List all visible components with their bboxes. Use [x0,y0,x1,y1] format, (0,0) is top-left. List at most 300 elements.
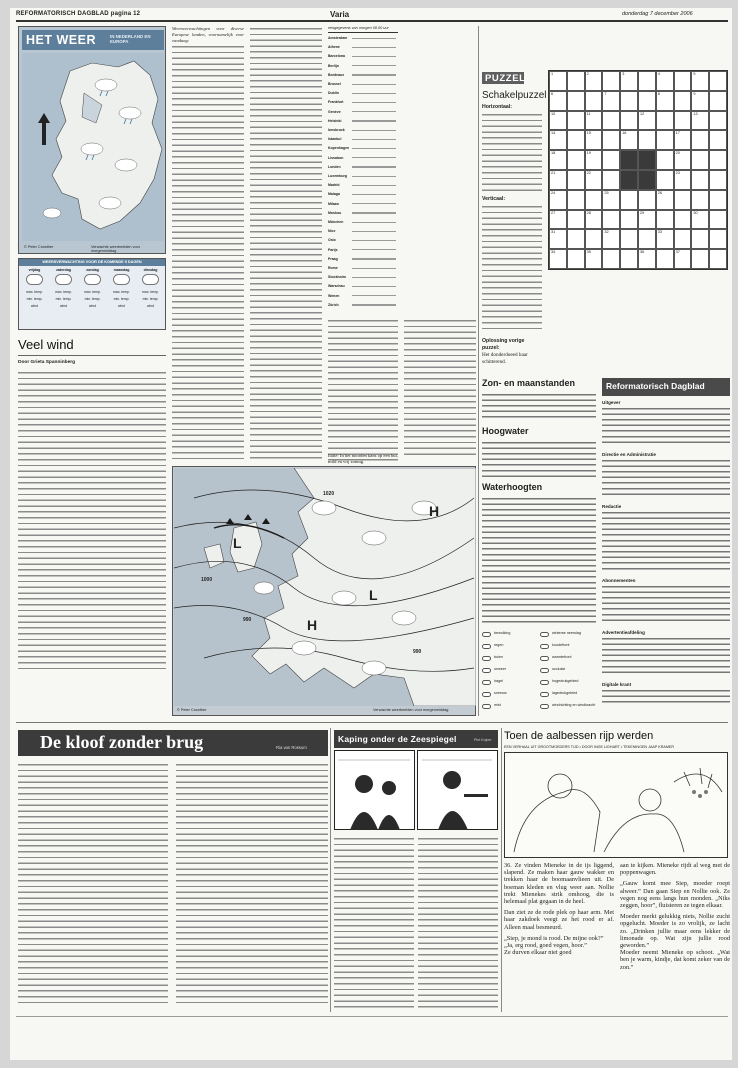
travel-values [352,166,396,167]
europe-map-credit: © Peter Crowther [177,708,207,712]
puzzle-cell[interactable] [691,210,709,230]
forecast-day [50,268,77,328]
travel-city: Barcelona [328,54,345,59]
puzzle-cell-number: 27 [551,210,556,215]
puzzle-cell-number: 13 [693,111,698,116]
travel-city: Genève [328,109,341,114]
legend-label: hagel [494,679,504,683]
puzzle-cell[interactable] [585,111,603,131]
puzzle-cell[interactable] [602,91,620,111]
forecast-wind: wind [60,304,67,308]
travel-values [352,102,396,103]
puzzle-cell[interactable] [674,71,692,91]
travel-values [352,203,396,204]
puzzle-cell[interactable] [656,249,674,269]
europe-weather-map [172,466,476,716]
travel-city: Frankfurt [328,100,344,105]
toen-para-6: Moeder merkt gelukkig niets, Nollie zucht opgelucht. Moeder is zo vrolijk, ze lacht zo. „Drinken jullie maar eens lekker de limonade op. Wat zijn jullie rood geworden.” Moeder neemt Mieneke op schoot. „Wat ben je warm, kindje, dat komt zeker van de zon.” [620,913,730,971]
puzzle-cell[interactable] [549,249,567,269]
puzzle-cell[interactable] [656,229,674,249]
travel-city: Brussel [328,82,341,86]
bottom-rule [16,1016,728,1017]
puzzle-cell[interactable] [656,210,674,230]
travel-values [352,74,396,75]
puzzle-cell[interactable] [602,71,620,91]
legend-symbol [540,632,549,637]
toen-para-2: Dan ziet ze de rode plek op haar arm. Met haar zakdoek veegt ze het rood er af. Alleen maal besmeurd. [504,909,614,931]
puzzle-cell[interactable] [549,71,567,91]
weather-countries-col2 [250,26,322,462]
puzzle-cell[interactable] [549,91,567,111]
puzzle-cell[interactable] [709,249,727,269]
puzzle-logo-bar [482,72,524,84]
travel-values [352,148,396,149]
puzzle-cell-number: 21 [551,171,556,175]
puzzle-cell[interactable] [709,190,727,210]
puzzle-cell[interactable] [602,150,620,170]
cloud-icon [142,274,159,285]
puzzle-cell[interactable] [709,91,727,111]
travel-weather-table [328,26,398,316]
puzzle-cell-number: 29 [640,210,645,215]
kaping-comic-panels [334,750,498,830]
travel-city: Athene [328,45,340,50]
puzzle-cell[interactable] [549,190,567,210]
puzzle-cell-number: 1 [551,72,554,76]
cloud-icon [113,274,130,285]
puzzle-cell[interactable] [549,229,567,249]
puzzle-cell[interactable] [585,249,603,269]
isobar-value: 990 [243,617,252,623]
toen-illustration [504,752,728,858]
forecast-wind: wind [118,304,125,308]
legend-label: lagedrukgebied [552,691,578,695]
puzzle-cell[interactable] [674,170,692,190]
puzzle-cell-number: 30 [693,210,698,215]
weather-countries-col3 [328,318,398,462]
puzzle-cell-number: 6 [551,91,554,96]
title-rule [18,355,166,356]
waterhoogten-text [482,496,596,624]
puzzle-cell[interactable] [567,249,585,269]
forecast-min: min. temp. [113,297,130,301]
legend-label: bewolking [494,631,511,635]
pressure-system-label: H [429,503,440,519]
travel-city: Lissabon [328,155,344,160]
puzzle-cell[interactable] [674,91,692,111]
travel-city: Londen [328,164,341,169]
kloof-title: De kloof zonder brug [40,732,204,752]
travel-values [352,65,396,66]
legend-label: regen [494,643,504,647]
puzzle-grid[interactable] [548,70,728,270]
forecast-wind: wind [89,304,96,308]
toen-subtitle: EEN VERHAAL UIT GROOTMOEDERS TIJD • DOOR INGE LIGHART • TEKENINGEN JAAP KRAMER [504,745,675,749]
forecast-day [21,268,48,328]
sun-moon-title: Zon- en maanstanden [482,378,576,388]
puzzle-cell[interactable] [656,170,674,190]
colophon-section-text [602,406,730,446]
colophon-title: Reformatorisch Dagblad [606,381,705,391]
travel-values [352,268,396,269]
pressure-system-label: H [307,617,318,633]
forecast-min: min. temp. [84,297,101,301]
map-caption: Verwachte weerbeelden voor morgenmiddag [91,245,140,253]
puzzle-cell[interactable] [638,91,656,111]
puzzle-cell[interactable] [709,130,727,150]
puzzle-cell[interactable] [691,111,709,131]
weather-legend [482,630,596,716]
colophon-section-title: Abonnementen [602,578,636,583]
forecast-max: max. temp. [142,290,159,294]
forecast-day-name: zaterdag [56,268,71,272]
travel-values [352,240,396,241]
puzzle-cell[interactable] [620,91,638,111]
travel-city: Innsbruck [328,128,345,132]
travel-values [352,258,396,259]
travel-city: Wenen [328,293,340,298]
puzzle-cell[interactable] [691,249,709,269]
puzzle-vertical-clues [482,204,542,332]
kloof-title-bar [18,730,328,756]
travel-city: Warschau [328,284,345,289]
puzzle-cell-number: 3 [622,72,625,76]
puzzle-cell[interactable] [620,249,638,269]
weather-countries-col4 [404,318,476,458]
puzzle-cell[interactable] [602,249,620,269]
legend-symbol [482,704,491,709]
puzzle-cell[interactable] [691,91,709,111]
travel-values [352,185,396,186]
puzzle-cell[interactable] [638,130,656,150]
puzzle-cell[interactable] [691,71,709,91]
travel-values [352,194,396,195]
puzzle-cell[interactable] [567,229,585,249]
travel-values [352,84,396,85]
puzzle-cell[interactable] [620,210,638,230]
puzzle-cell[interactable] [585,190,603,210]
forecast-day-name: vrijdag [28,268,41,272]
travel-city: Istanbul [328,137,342,142]
kloof-text-col2 [176,762,328,1007]
cloud-icon [84,274,101,285]
puzzle-cell[interactable] [638,71,656,91]
travel-values [352,277,396,278]
toen-title: Toen de aalbessen rijp werden [504,730,654,742]
colophon-section-text [602,458,730,498]
puzzle-cell[interactable] [709,71,727,91]
puzzle-cell[interactable] [620,229,638,249]
puzzle-cell[interactable] [567,111,585,131]
puzzle-cell[interactable] [602,210,620,230]
weather-logo-bar [22,30,164,50]
puzzle-cell[interactable] [567,150,585,170]
puzzle-cell[interactable] [674,190,692,210]
puzzle-cell[interactable] [585,229,603,249]
puzzle-cell[interactable] [567,91,585,111]
weather-logo: HET WEER [26,33,96,47]
travel-values [352,93,396,94]
legend-symbol [540,704,549,709]
puzzle-cell[interactable] [691,190,709,210]
puzzle-cell[interactable] [691,150,709,170]
puzzle-cell-number: 14 [551,131,556,136]
forecast-wind: wind [147,304,154,308]
five-day-forecast [18,258,166,330]
legend-symbol [540,668,549,673]
travel-city: Kopenhagen [328,146,350,151]
puzzle-cell[interactable] [567,210,585,230]
puzzle-cell[interactable] [585,130,603,150]
puzzle-cell[interactable] [620,190,638,210]
puzzle-cell[interactable] [585,71,603,91]
puzzle-cell[interactable] [620,130,638,150]
colophon-section-text [602,584,730,624]
forecast-min: min. temp. [142,297,159,301]
puzzle-cell-number: 35 [586,250,591,255]
legend-label: buien [494,655,504,659]
kaping-text-col1 [334,836,414,1008]
table-rule [328,32,398,33]
kaping-title: Kaping onder de Zeespiegel [338,734,457,744]
puzzle-solution-text: Het donderdoeed haar schitterend. [482,352,528,365]
puzzle-cell-number: 4 [657,72,660,76]
puzzle-cell[interactable] [585,170,603,190]
puzzle-cell-number: 31 [551,230,556,235]
puzzle-cell[interactable] [585,91,603,111]
travel-city: Dublin [328,91,339,96]
travel-city: Luxemburg [328,174,348,178]
puzzle-cell-number: 36 [640,250,645,255]
puzzle-cell-number: 15 [586,131,591,136]
netherlands-map-graphic [22,53,164,241]
travel-city: Parijs [328,247,338,252]
pressure-system-label: L [233,535,242,551]
puzzle-cell-number: 17 [675,131,680,136]
kaping-title-bar [334,730,498,748]
puzzle-cell[interactable] [691,130,709,150]
forecast-max: max. temp. [84,290,101,294]
puzzle-title: Schakelpuzzel [482,90,547,101]
puzzle-cell[interactable] [585,210,603,230]
forecast-day [108,268,135,328]
isobar-value: 990 [413,649,422,655]
puzzle-cell-number: 23 [675,171,680,175]
puzzle-cell[interactable] [709,210,727,230]
toen-para-4: aan te kijken. Mieneke rijdt al weg met de poppenwagen. [620,862,730,877]
travel-values [352,222,396,223]
toen-text-col1 [504,862,614,1012]
travel-city: Oslo [328,238,336,243]
puzzle-cell[interactable] [549,130,567,150]
puzzle-cell-number: 34 [551,250,556,255]
puzzle-cell[interactable] [602,229,620,249]
forecast-strip-title: WEERSVERWACHTING VOOR DE KOMENDE 5 DAGEN [19,259,165,266]
travel-values [352,130,396,131]
puzzle-cell[interactable] [567,130,585,150]
legend-symbol [540,692,549,697]
puzzle-cell[interactable] [620,111,638,131]
travel-values [352,139,396,140]
forecast-min: min. temp. [55,297,72,301]
legend-symbol [482,668,491,673]
puzzle-cell-number: 12 [640,111,645,116]
puzzle-cell[interactable] [620,71,638,91]
puzzle-cell-number: 8 [657,91,660,96]
forecast-day-name: dinsdag [143,268,158,272]
puzzle-cell-number: 24 [551,190,556,195]
puzzle-cell[interactable] [709,150,727,170]
puzzle-cell[interactable] [691,170,709,190]
travel-city: Nice [328,229,336,234]
page-header-left: REFORMATORISCH DAGBLAD pagina 12 [16,11,141,17]
puzzle-cell[interactable] [674,111,692,131]
puzzle-cell-number: 25 [604,190,609,195]
forecast-day [79,268,106,328]
colophon-section-text [602,688,730,706]
puzzle-cell[interactable] [567,170,585,190]
puzzle-cell[interactable] [602,190,620,210]
puzzle-cell[interactable] [549,210,567,230]
article-text-veel-wind [18,370,166,670]
puzzle-cell-number: 18 [551,151,556,156]
travel-city: Zürich [328,302,339,307]
column-divider [478,26,479,716]
forecast-max: max. temp. [55,290,72,294]
forecast-wind: wind [31,304,38,308]
puzzle-cell[interactable] [709,170,727,190]
puzzle-cell[interactable] [602,170,620,190]
toen-text-col2 [620,862,730,1012]
puzzle-cell [620,170,638,190]
pressure-system-label: L [369,587,378,603]
puzzle-cell[interactable] [674,150,692,170]
legend-label: onweer [494,667,507,671]
travel-values [352,295,396,296]
toen-para-3: „Siep, je mond is rood. De mijne ook?” „Ja, erg rood, goed vegen, hoor.” Ze durven elkaar niet goed [504,934,604,957]
column-divider [330,728,331,1012]
highwater-title: Hoogwater [482,426,529,436]
legend-symbol [540,644,549,649]
forecast-day [137,268,164,328]
colophon-section-title: Digitale krant [602,682,632,687]
kaping-text-col2 [418,836,498,1008]
puzzle-cell-number: 28 [586,210,591,215]
puzzle-cell[interactable] [674,130,692,150]
puzzle-cell[interactable] [549,170,567,190]
puzzle-cell-number: 9 [693,91,696,96]
puzzle-cell[interactable] [656,111,674,131]
travel-values [352,120,396,121]
puzzle-cell[interactable] [638,210,656,230]
travel-city: Amsterdam [328,36,348,40]
puzzle-cell-number: 16 [622,131,627,136]
puzzle-cell-number: 2 [586,72,589,76]
travel-city: Berlijn [328,63,339,68]
puzzle-cell[interactable] [549,111,567,131]
travel-city: Rome [328,266,338,270]
article-title-veel-wind: Veel wind [18,337,74,352]
travel-values [352,212,396,213]
travel-city: Malaga [328,192,340,197]
puzzle-solution-label: Oplossing vorige puzzel: [482,338,525,351]
puzzle-cell[interactable] [674,229,692,249]
travel-values [352,231,396,232]
puzzle-cell[interactable] [638,229,656,249]
puzzle-cell[interactable] [602,130,620,150]
puzzle-cell [638,150,656,170]
kloof-text-col1 [18,762,168,1007]
travel-city: Bordeaux [328,72,345,77]
weather-col4-tail: Italië: In het noorden kans op een bui, mild en vrij zonnig. [328,453,398,464]
puzzle-cell[interactable] [638,249,656,269]
puzzle-cell [638,170,656,190]
travel-values [352,47,396,48]
puzzle-cell[interactable] [656,190,674,210]
legend-symbol [482,656,491,661]
puzzle-cell[interactable] [585,150,603,170]
puzzle-cell[interactable] [709,111,727,131]
puzzle-horizontal-label: Horizontaal: [482,104,512,110]
puzzle-cell[interactable] [567,71,585,91]
legend-label: occlusie [552,667,566,671]
puzzle-cell[interactable] [549,150,567,170]
puzzle-cell[interactable] [638,111,656,131]
forecast-day-name: zondag [86,268,99,272]
puzzle-cell[interactable] [567,190,585,210]
column-divider [501,728,502,1012]
colophon-section-title: Redactie [602,504,622,509]
colophon-section-title: Advertentieafdeling [602,630,645,635]
forecast-max: max. temp. [26,290,43,294]
puzzle-cell[interactable] [674,249,692,269]
legend-symbol [482,692,491,697]
puzzle-vertical-label: Verticaal: [482,196,506,202]
europe-map-caption: Verwachte weerbeelden voor morgenmiddag [373,708,449,712]
puzzle-cell-number: 22 [586,171,591,175]
puzzle-horizontal-clues [482,112,542,192]
puzzle-cell[interactable] [602,111,620,131]
colophon-title-bar [602,378,730,396]
puzzle-cell[interactable] [709,229,727,249]
puzzle-cell[interactable] [638,190,656,210]
legend-label: hogedrukgebied [552,679,579,683]
travel-values [352,249,396,250]
puzzle-cell[interactable] [656,130,674,150]
travel-values [352,176,396,177]
travel-values [352,157,396,158]
puzzle-cell[interactable] [656,150,674,170]
isobar-value: 1020 [323,491,335,497]
toen-para-5: „Gauw komt mee Siep, moeder roept alweer.” Dan gaan Siep en Nollie ook. Ze vegen nog eens langs hun monden. „Niks zeggen, hoor”, fluisteren ze tegen elkaar. [620,880,730,910]
puzzle-cell-number: 26 [657,190,663,195]
travel-table-title: reisgegevens van morgen 08.00 uur [328,26,389,30]
header-rule [16,20,728,22]
puzzle-cell[interactable] [656,91,674,111]
puzzle-cell-number: 10 [551,111,556,116]
kloof-author: Ria van Rossum [276,745,307,750]
highwater-text [482,440,596,478]
travel-city: München [328,220,344,224]
travel-values [352,286,396,287]
puzzle-cell[interactable] [674,210,692,230]
travel-city: Stockholm [328,275,346,280]
puzzle-cell[interactable] [691,229,709,249]
colophon-section-text [602,636,730,676]
puzzle-cell-number: 11 [586,111,591,116]
puzzle-cell[interactable] [656,71,674,91]
forecast-day-name: maandag [113,268,130,272]
